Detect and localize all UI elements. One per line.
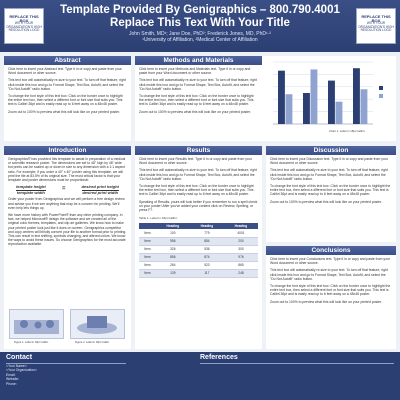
references-title: References (200, 354, 238, 361)
table-cell: Item (139, 229, 156, 237)
discussion-p1: Click here to insert your Discussion text. Type it in or copy and paste from your Word document or other source. (270, 157, 388, 166)
logo-left-top: REPLACE THIS BOX (9, 14, 39, 23)
title-line-1: Template Provided By Genigraphics – 800.790.4001 (60, 4, 340, 16)
table-row (139, 245, 258, 253)
table-cell: 856 (156, 253, 190, 261)
abstract-p3: To change the font style of this text box: Click on the border once to highlight the entire text box, then select a different font or font size that suits you. This text is Calibri 36pt and is easily read up to 6 feet away on a 48x48 poster. (8, 94, 123, 107)
chart-bar (361, 89, 368, 124)
conclusions-title: Conclusions (266, 246, 396, 255)
logo-left (4, 8, 44, 44)
chart-bar (336, 102, 343, 124)
table-header: Heading (156, 223, 190, 229)
table-row (139, 237, 258, 245)
abstract-panel (4, 56, 131, 141)
table-cell: Item (139, 269, 156, 277)
results-p1: Click here to insert your Results text. Type it in or copy and paste from your Word document or other source. (139, 157, 252, 166)
results-text (135, 155, 262, 212)
conclusions-panel (266, 246, 396, 349)
chart-bar (353, 68, 360, 124)
table-cell: 139 (156, 269, 190, 277)
contact-title: Contact (6, 354, 33, 361)
methods-p4: Zoom out to 100% to preview what this will look like on your printed poster. (139, 109, 251, 114)
results-p2: This text box will automatically re-size to your text. To turn off that feature, right click inside this box and go to Format Shape, Text Box, Autofit, and select the "Do Not Autofit" radio button. (139, 168, 257, 181)
table-row (139, 269, 258, 277)
table-cell: 264 (156, 261, 190, 269)
chart-bar (286, 94, 293, 124)
poster-header (0, 0, 400, 52)
figure-2-caption: Figure 2. Label in 18pt Calibri. (75, 341, 110, 344)
table-cell: 100 (156, 229, 190, 237)
table-cell: 865 (224, 261, 258, 269)
conclusions-p2: This text box will automatically re-size to your text. To turn off that feature, right click inside this box and go to Format Shape, Text Box, Autofit, and select the "Do Not Autofit" radio button. (270, 268, 388, 281)
methods-title: Methods and Materials (135, 56, 262, 65)
results-p4: Speaking of Results, yours will look better if you remember to run a spell check on your poster! After you've added your content click on Review, Spelling, or press F7. (139, 199, 258, 213)
table-cell: Item (139, 237, 156, 245)
table-cell: 874 (190, 253, 224, 261)
contact-email: Email: (6, 372, 16, 377)
discussion-p4: Zoom out to 100% to preview what this will look like on your printed poster. (270, 199, 382, 204)
table-header: Heading (224, 223, 258, 229)
discussion-title: Discussion (266, 146, 396, 155)
abstract-p4: Zoom out to 100% to preview what this will look like on your printed poster. (8, 109, 120, 114)
abstract-text (4, 65, 131, 114)
table-caption: Table 1. Label in 18pt Calibri. (139, 216, 178, 221)
conclusions-p1: Click here to insert your Conclusions text. Type it in or copy and paste from your Word document or other source. (270, 257, 390, 266)
figure-2 (70, 309, 125, 339)
authors-block (50, 31, 350, 43)
methods-p3: To change the font style of this text box: Click on the border once to highlight the entire text box, then select a different font or font size that suits you. This text is Calibri 36pt and is easily read up to 6 feet away on a 48x48 poster. (139, 94, 254, 107)
table-cell: 326 (156, 245, 190, 253)
references-divider (200, 363, 394, 364)
chart-bar (278, 71, 285, 124)
table-row (139, 229, 258, 237)
discussion-p2: This text box will automatically re-size to your text. To turn off that feature, right click inside this box and go to Format Shape, Text Box, Autofit, and select the "Do Not Autofit" radio button. (270, 168, 388, 181)
discussion-panel (266, 146, 396, 242)
table-cell: 523 (190, 261, 224, 269)
contact-name: <Your Name> (6, 364, 27, 368)
contact-block (6, 364, 37, 386)
table-cell: 300 (224, 245, 258, 253)
chart-legend-swatch (379, 86, 383, 90)
methods-panel (135, 56, 396, 141)
table-cell: 200 (224, 237, 258, 245)
table-cell: 854 (190, 237, 224, 245)
abstract-p2: This text box will automatically re-size to your text. To turn off that feature, right click inside this box and go to Format Shape, Text Box, Autofit, and select the "Do Not Autofit" radio button. (8, 78, 126, 91)
table-cell: 536 (190, 245, 224, 253)
desired-ratio (82, 185, 119, 195)
logo-right-bottom: WITH YOUR ORGANIZATION'S HIGH RESOLUTION LOGO (358, 21, 394, 33)
template-ratio (16, 185, 46, 195)
methods-bar-chart (265, 58, 393, 130)
introduction-p3: We have more history with PowerPoint® than any other printing company. In fact, we helped Microsoft® design the software and we created all of the original color themes, templates, and clip art galleries. We know how to make your printed poster look just like it does on screen. Genigraphics competitor and copy centers will blindly convert your file to another format prior to printing. This can result in text shifting, symbols changing, and altered colors. We know the ways to avoid these issues. So choose Genigraphics for the most accurate reproduction available. (8, 213, 127, 247)
methods-p1: Click here to insert your Methods and Materials text. Type it in or copy and paste from your Word document or other source. (139, 67, 251, 76)
chart-bar (303, 93, 310, 124)
abstract-title: Abstract (4, 56, 131, 65)
desired-print-width: desired print width (82, 189, 119, 195)
table-cell: 248 (224, 269, 258, 277)
results-table (139, 223, 258, 278)
introduction-p2: Order your poster from Genigraphics and we will perform a free design review and advise you if we see anything that may be a concern for printing. We'll even help lets things up. (8, 197, 125, 210)
template-height: template height (16, 184, 46, 190)
table-row (139, 261, 258, 269)
introduction-panel (4, 146, 131, 349)
figure-2-image (71, 310, 124, 338)
chart-legend-swatch (379, 94, 383, 98)
introduction-text (4, 155, 131, 182)
title-line-2: Replace This Text With Your Title (110, 17, 290, 29)
chart-caption: Chart 1: Label in 18pt Calibri. (329, 129, 366, 133)
introduction-title: Introduction (4, 146, 131, 155)
figure-1-image (10, 310, 63, 338)
logo-right (356, 8, 396, 44)
authors: John Smith, MD¹; Jane Doe, PhD²; Frederick Jones, MD, PhD¹·² (129, 31, 271, 37)
chart-bar (311, 69, 318, 124)
table-cell: 779 (190, 229, 224, 237)
conclusions-text (266, 255, 396, 304)
table-cell: Item (139, 253, 156, 261)
introduction-p1: Genigraphics® has provided this template to assist in preparation of a medical or scientific research poster. The dimensions are set to 48" high by 48" wide but prints can be scaled up or down in size to any dimension with a 1:1 aspect ratio. For example, if you order a 40" x 40" poster using this template, we will print the file at 83.5% of its original size. The most critical factor is that your template and poster dimensions must be proportional: (8, 157, 126, 183)
poster-title (50, 4, 350, 30)
introduction-text-2 (4, 195, 131, 246)
discussion-text (266, 155, 396, 204)
desired-print-height: desired print height (81, 184, 119, 190)
contact-organization: <Your Organization> (6, 368, 37, 373)
methods-text (135, 65, 262, 114)
methods-p2: This text box will automatically re-size to your text. To turn off that feature, right click inside this box and go to Format Shape, Text Box, Autofit, and select the "Do Not Autofit" radio button. (139, 78, 257, 91)
results-title: Results (135, 146, 262, 155)
conclusions-p4: Zoom out to 100% to preview what this will look like on your printed poster. (270, 299, 382, 304)
poster-footer (0, 352, 400, 400)
equals-sign: = (61, 186, 66, 193)
contact-phone: Phone: (6, 381, 17, 386)
proportion-formula (4, 185, 131, 195)
table-header: Heading (190, 223, 224, 229)
logo-left-bottom: WITH YOUR ORGANIZATION'S HIGH RESOLUTION LOGO (6, 21, 42, 33)
table-row (139, 253, 258, 261)
contact-website: Website: (6, 377, 20, 382)
figure-1-caption: Figure 1. Label in 18pt Calibri. (14, 341, 49, 344)
results-p3: To change the font style of this text box: Click on the border once to highlight the entire text box, then select a different font or font size that suits you. This text is Calibri 36pt and is easily read up to 6 feet away on a 48x48 poster. (139, 184, 254, 197)
figure-1 (9, 309, 64, 339)
table-cell: Item (139, 245, 156, 253)
affiliations: ¹University of Affiliation, ²Medical Center of Affiliation (142, 37, 258, 43)
table-cell: 4001 (224, 229, 258, 237)
template-width: template width (16, 189, 45, 195)
abstract-p1: Click here to insert your Abstract text. Type it in or copy and paste from your Word document or other source. (8, 67, 122, 76)
discussion-p3: To change the font style of this text box: Click on the border once to highlight the entire text box, then select a different font or font size that suits you. This text is Calibri 36pt and is easily read up to 6 feet away on a 48x48 poster. (270, 184, 391, 197)
chart-bar (328, 81, 335, 124)
logo-right-top: REPLACE THIS BOX (361, 14, 391, 23)
table-cell: 117 (190, 269, 224, 277)
table-cell: 976 (224, 253, 258, 261)
results-panel (135, 146, 262, 349)
table-cell: Item (139, 261, 156, 269)
table-cell: 956 (156, 237, 190, 245)
conclusions-p3: To change the font style of this text box: Click on the border once to highlight the entire text box, then select a different font or font size that suits you. This text is Calibri 36pt and is easily read up to 6 feet away on a 48x48 poster. (270, 284, 391, 297)
